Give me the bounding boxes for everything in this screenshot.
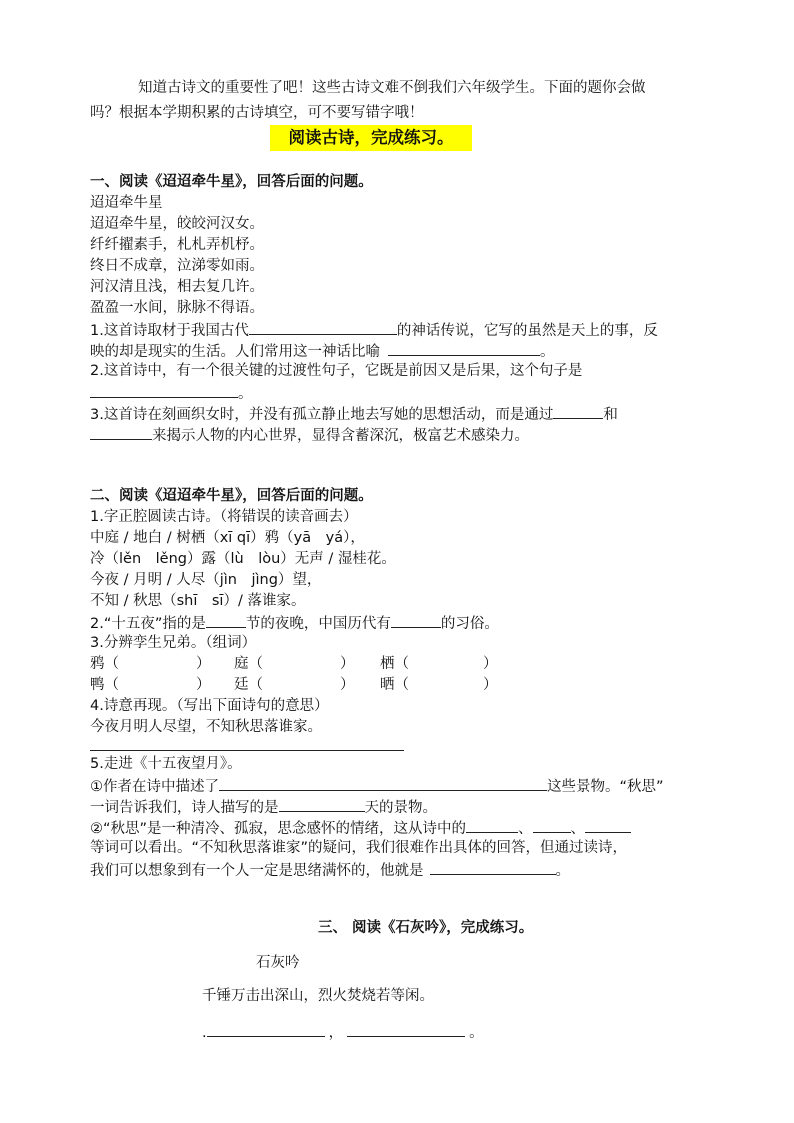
poem-line-2: 纤纤擢素手，札札弄机杼。 — [90, 237, 264, 253]
poem-line-5: 盈盈一水间，脉脉不得语。 — [90, 300, 264, 316]
s2-pinyin-line-1: 中庭 / 地白 / 树栖（xī qī）鸦（yā yá）， — [90, 530, 365, 546]
s1-q3-blank-2[interactable] — [90, 424, 152, 440]
s2-q5a-blank-1[interactable] — [219, 775, 547, 791]
s2-question-5: 5.走进《十五夜望月》。 — [90, 756, 242, 772]
s2-q5b-text-d: 我们可以想象到有一个人一定是思绪满怀的，他就是 — [90, 863, 424, 879]
s2-question-3: 3.分辨孪生兄弟。（组词） — [90, 635, 257, 651]
s2-q2-text-a: 2.“十五夜”指的是 — [90, 616, 206, 632]
s2-q4-answer-blank[interactable] — [90, 750, 404, 751]
word-shai-close: ） — [483, 677, 498, 693]
s1-question-1-cont — [90, 340, 555, 363]
s2-question-5b-cont: 等词可以看出。“不知秋思落谁家”的疑问，我们很难作出具体的回答，但通过读诗， — [90, 840, 628, 856]
s2-q2-text-c: 的习俗。 — [440, 616, 499, 632]
s1-q1-text-a: 1.这首诗取材于我国古代 — [90, 323, 249, 339]
s2-q5a-text-c: 一词告诉我们，诗人描写的是 — [90, 800, 279, 816]
s2-question-5a — [90, 775, 664, 798]
s2-q5b-sep-1: 、 — [518, 821, 533, 837]
s3-blank-1[interactable] — [207, 1021, 325, 1037]
s2-q5a-text-a: ①作者在诗中描述了 — [90, 779, 219, 795]
s3-comma: ， — [328, 1025, 344, 1041]
s1-q3-text-a: 3.这首诗在刻画织女时，并没有孤立静止地去写她的思想活动，而是通过 — [90, 407, 554, 423]
s3-period: 。 — [469, 1025, 484, 1041]
s1-q1-end: 。 — [540, 344, 555, 360]
s2-q5b-blank-1[interactable] — [466, 817, 518, 833]
s2-question-5b — [90, 817, 631, 840]
s2-q5a-blank-2[interactable] — [279, 796, 365, 812]
s2-q5a-text-d: 天的景物。 — [364, 800, 437, 816]
s3-poem-title: 石灰吟 — [256, 955, 300, 971]
s1-q3-text-c: 来揭示人物的内心世界，显得含蓄深沉，极富艺术感染力。 — [152, 428, 529, 444]
s3-poem-line-1: 千锤万击出深山，烈火焚烧若等闲。 — [202, 988, 434, 1004]
s1-question-3-cont — [90, 424, 529, 447]
word-ya2-close: ） — [196, 677, 211, 693]
s2-q5b-blank-3[interactable] — [585, 817, 631, 833]
word-ya2-open: 鸭（ — [90, 677, 119, 693]
word-ting-open: 庭（ — [234, 656, 263, 672]
poem-line-4: 河汉清且浅，相去复几许。 — [90, 279, 264, 295]
s2-q5b-end: 。 — [555, 863, 570, 879]
word-ya-close: ） — [196, 656, 211, 672]
word-qi-open: 栖（ — [380, 656, 409, 672]
s2-question-4: 4.诗意再现。（写出下面诗句的意思） — [90, 698, 329, 714]
s1-question-1 — [90, 319, 658, 342]
s2-pinyin-line-3: 今夜 / 月明 / 人尽（jìn jìng）望， — [90, 572, 322, 588]
s2-pinyin-line-4: 不知 / 秋思（shī sī）/ 落谁家。 — [90, 593, 306, 609]
intro-line-1: 知道古诗文的重要性了吧！这些古诗文难不倒我们六年级学生。下面的题你会做 — [138, 80, 646, 96]
s2-q2-blank-1[interactable] — [206, 612, 246, 628]
s2-question-5b-cont2 — [90, 859, 570, 882]
s2-q2-text-b: 节的夜晚，中国历代有 — [245, 616, 391, 632]
word-shai-open: 晒（ — [380, 677, 409, 693]
s2-q5a-text-b: 这些景物。“秋思” — [547, 779, 664, 795]
s2-q2-blank-2[interactable] — [391, 612, 441, 628]
s1-q3-text-b: 和 — [603, 407, 618, 423]
word-ting2-open: 廷（ — [234, 677, 263, 693]
s1-q1-text-b: 的神话传说，它写的虽然是天上的事，反 — [396, 323, 658, 339]
s2-q5b-text-a: ②“秋思”是一种清冷、孤寂，思念感怀的情绪，这从诗中的 — [90, 821, 467, 837]
s2-pinyin-line-2: 冷（lěn lěng）露（lù lòu）无声 / 湿桂花。 — [90, 551, 396, 567]
s3-blank-2[interactable] — [347, 1021, 465, 1037]
s3-poem-line-2 — [202, 1021, 484, 1044]
word-qi-close: ） — [483, 656, 498, 672]
intro-line-2: 吗？根据本学期积累的古诗填空，可不要写错字哦！ — [90, 105, 424, 121]
s2-question-1: 1.字正腔圆读古诗。（将错误的读音画去） — [90, 509, 358, 525]
section-2-heading: 二、阅读《迢迢牵牛星》，回答后面的问题。 — [90, 488, 373, 504]
section-3-heading: 三、 阅读《石灰吟》，完成练习。 — [318, 920, 534, 936]
poem-title: 迢迢牵牛星 — [90, 195, 163, 211]
s1-q1-blank-1[interactable] — [249, 319, 397, 335]
s1-q2-blank[interactable] — [90, 382, 238, 398]
s2-question-5a-cont — [90, 796, 437, 819]
poem-line-3: 终日不成章，泣涕零如雨。 — [90, 258, 264, 274]
s2-q5b-blank-4[interactable] — [430, 859, 556, 875]
s1-q2-end: 。 — [238, 386, 253, 402]
s2-q5b-blank-2[interactable] — [533, 817, 571, 833]
section-banner: 阅读古诗，完成练习。 — [270, 125, 472, 151]
s2-question-2 — [90, 612, 499, 635]
section-1-heading: 一、阅读《迢迢牵牛星》，回答后面的问题。 — [90, 174, 373, 190]
s2-question-4-line: 今夜月明人尽望，不知秋思落谁家。 — [90, 719, 322, 735]
s1-question-3 — [90, 403, 618, 426]
word-ting2-close: ） — [340, 677, 355, 693]
s1-q3-blank-1[interactable] — [553, 403, 603, 419]
s3-dot: . — [202, 1025, 207, 1041]
word-ya-open: 鸦（ — [90, 656, 119, 672]
s1-question-2-answer — [90, 382, 253, 405]
word-ting-close: ） — [340, 656, 355, 672]
poem-line-1: 迢迢牵牛星，皎皎河汉女。 — [90, 216, 264, 232]
s1-question-2: 2.这首诗中，有一个很关键的过渡性句子，它既是前因又是后果，这个句子是 — [90, 363, 583, 379]
s1-q1-text-c: 映的却是现实的生活。人们常用这一神话比喻 — [90, 344, 380, 360]
s1-q1-blank-2[interactable] — [388, 340, 540, 356]
s2-q5b-sep-2: 、 — [570, 821, 586, 837]
